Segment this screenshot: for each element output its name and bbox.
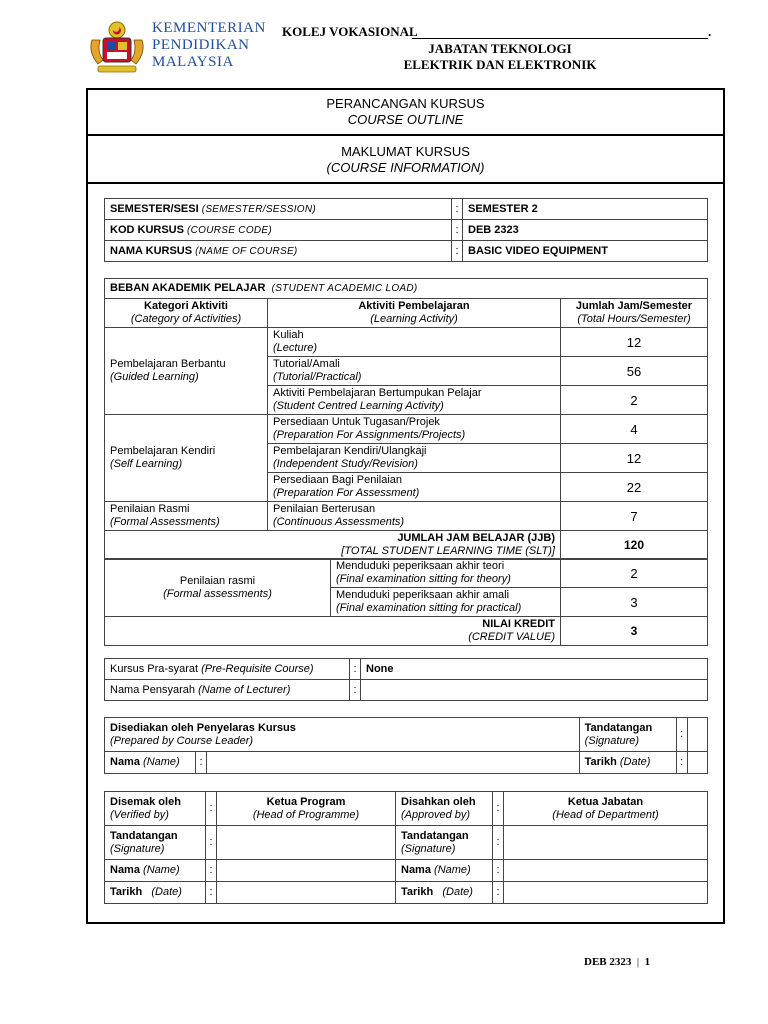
final-exam-table [104, 558, 708, 646]
prepared-label-en: (Prepared by Course Leader) [110, 734, 254, 747]
approved-date-label-en: (Date) [442, 886, 473, 898]
semester-value: SEMESTER 2 [463, 199, 708, 220]
indep-label: Pembelajaran Kendiri/Ulangkaji [273, 445, 427, 457]
colon: : [350, 659, 361, 680]
cont-label-en: (Continuous Assessments) [273, 516, 405, 528]
table-row [105, 826, 708, 860]
prepared-by-table [104, 717, 708, 774]
lecture-hours: 12 [561, 328, 708, 357]
course-code-value: DEB 2323 [463, 220, 708, 241]
prepared-name-label: Nama [110, 756, 140, 768]
colon: : [493, 826, 504, 860]
indep-label-en: (Independent Study/Revision) [273, 458, 418, 470]
prepared-date-field[interactable] [687, 752, 707, 774]
formal2-label-en: (Formal assessments) [163, 587, 272, 600]
lecturer-label: Nama Pensyarah [110, 683, 195, 696]
table-row [105, 279, 708, 299]
info-title: MAKLUMAT KURSUS [341, 144, 470, 159]
course-name-value: BASIC VIDEO EQUIPMENT [463, 241, 708, 262]
course-code-label: KOD KURSUS [110, 223, 184, 236]
prep-assign-label-en: (Preparation For Assignments/Projects) [273, 429, 466, 441]
tutorial-hours: 56 [561, 357, 708, 386]
verified-name-label-en: (Name) [143, 864, 180, 876]
lecturer-value[interactable] [361, 680, 708, 701]
table-row [105, 792, 708, 826]
table-row [105, 752, 708, 774]
page-footer [584, 956, 650, 968]
head-dept-label: Ketua Jabatan [567, 795, 644, 808]
prepared-name-field[interactable] [207, 752, 580, 774]
prepared-date-label: Tarikh [584, 756, 617, 768]
verified-name-label: Nama [110, 864, 140, 876]
lecture-label-en: (Lecture) [273, 342, 318, 354]
tutorial-label: Tutorial/Amali [273, 358, 340, 370]
approved-name-label: Nama [401, 864, 431, 876]
page-title: PERANCANGAN KURSUS [326, 96, 485, 111]
prepared-label: Disediakan oleh Penyelaras Kursus [110, 721, 296, 734]
table-row [105, 299, 708, 328]
college-name-blank [412, 38, 708, 39]
head-prog-label-en: (Head of Programme) [252, 808, 360, 821]
col-category-en: (Category of Activities) [130, 313, 242, 325]
colon: : [493, 860, 504, 882]
credit-label-en: (CREDIT VALUE) [468, 631, 555, 643]
final-theory-label: Menduduki peperiksaan akhir teori [336, 560, 505, 572]
table-row [105, 680, 708, 701]
prereq-label-en: (Pre-Requisite Course) [201, 662, 314, 675]
colon: : [206, 826, 217, 860]
table-row [105, 241, 708, 262]
prereq-label: Kursus Pra-syarat [110, 662, 199, 675]
course-name-label: NAMA KURSUS [110, 244, 193, 257]
prepared-name-label-en: (Name) [143, 756, 180, 768]
ministry-name [152, 20, 266, 71]
colon: : [196, 752, 207, 774]
tutorial-label-en: (Tutorial/Practical) [273, 371, 362, 383]
course-info-table [104, 198, 708, 262]
prep-assign-hours: 4 [561, 415, 708, 444]
prepared-date-label-en: (Date) [619, 756, 651, 768]
colon: : [206, 792, 217, 826]
lecture-label: Kuliah [273, 329, 304, 341]
prepared-signature-field[interactable] [687, 718, 707, 752]
self-label-en: (Self Learning) [110, 458, 183, 470]
load-title: BEBAN AKADEMIK PELAJAR [110, 282, 266, 294]
info-section-title [86, 136, 725, 184]
prep-assess-hours: 22 [561, 473, 708, 502]
semester-label-en: (SEMESTER/SESSION) [201, 203, 317, 215]
col-activity-en: (Learning Activity) [370, 313, 458, 325]
colon: : [452, 220, 463, 241]
col-category: Kategori Aktiviti [144, 300, 228, 312]
prepared-sig-label: Tandatangan [584, 721, 653, 734]
course-code-label-en: (COURSE CODE) [187, 224, 273, 236]
approved-signature-field[interactable] [504, 826, 708, 860]
table-row [105, 559, 708, 588]
colon: : [206, 860, 217, 882]
colon: : [676, 752, 687, 774]
load-title-en: (STUDENT ACADEMIC LOAD) [271, 283, 418, 294]
verified-signature-field[interactable] [217, 826, 396, 860]
table-row [105, 328, 708, 357]
final-prac-label: Menduduki peperiksaan akhir amali [336, 589, 510, 601]
colon: : [493, 882, 504, 904]
jjb-label-en: [TOTAL STUDENT LEARNING TIME (SLT)] [341, 545, 555, 557]
colon: : [452, 199, 463, 220]
colon: : [676, 718, 687, 752]
table-row [105, 718, 708, 752]
approval-table [104, 791, 708, 904]
jjb-label: JUMLAH JAM BELAJAR (JJB) [397, 532, 555, 544]
scl-label-en: (Student Centred Learning Activity) [273, 400, 444, 412]
table-row [105, 882, 708, 904]
table-row [105, 659, 708, 680]
footer-course-code: DEB 2323 [584, 956, 632, 968]
approved-name-label-en: (Name) [434, 864, 471, 876]
approved-name-field[interactable] [504, 860, 708, 882]
verified-sig-label: Tandatangan [110, 829, 178, 842]
formal-label-en: (Formal Assessments) [110, 516, 220, 528]
jjb-hours: 120 [561, 531, 708, 560]
col-hours: Jumlah Jam/Semester [575, 300, 693, 312]
page-title-en: COURSE OUTLINE [347, 112, 464, 127]
approved-sig-label: Tandatangan [401, 829, 469, 842]
prep-assess-label-en: (Preparation For Assessment) [273, 487, 420, 499]
verified-sig-label-en: (Signature) [110, 842, 165, 855]
indep-hours: 12 [561, 444, 708, 473]
final-theory-label-en: (Final examination sitting for theory) [336, 573, 511, 585]
verified-date-field[interactable] [217, 882, 396, 904]
prepared-sig-label-en: (Signature) [584, 734, 640, 747]
table-row [105, 199, 708, 220]
table-row [105, 860, 708, 882]
approved-sig-label-en: (Signature) [401, 842, 456, 855]
college-dot: . [708, 24, 712, 39]
info-title-en: (COURSE INFORMATION) [326, 160, 485, 175]
page-number: 1 [644, 956, 651, 968]
final-prac-hours: 3 [561, 588, 708, 617]
lecturer-label-en: (Name of Lecturer) [198, 683, 291, 696]
title-section [86, 88, 725, 136]
col-activity: Aktiviti Pembelajaran [358, 300, 470, 312]
colon: : [206, 882, 217, 904]
colon: : [493, 792, 504, 826]
guided-label: Pembelajaran Berbantu [110, 358, 226, 370]
table-row [105, 415, 708, 444]
department-line-1: JABATAN TEKNOLOGI [428, 41, 572, 56]
verified-label: Disemak oleh [110, 795, 181, 808]
col-hours-en: (Total Hours/Semester) [577, 313, 691, 325]
ministry-line-2: PENDIDIKAN [152, 37, 250, 53]
colon: : [452, 241, 463, 262]
formal2-label: Penilaian rasmi [179, 574, 256, 587]
scl-label: Aktiviti Pembelajaran Bertumpukan Pelajar [273, 387, 482, 399]
semester-label: SEMESTER/SESI [110, 202, 199, 215]
verified-date-label: Tarikh [110, 886, 143, 898]
ministry-line-3: MALAYSIA [152, 54, 234, 70]
scl-hours: 2 [561, 386, 708, 415]
prep-assess-label: Persediaan Bagi Penilaian [273, 474, 403, 486]
final-theory-hours: 2 [561, 559, 708, 588]
approved-date-label: Tarikh [401, 886, 434, 898]
table-row [105, 617, 708, 646]
verified-name-field[interactable] [217, 860, 396, 882]
table-row [105, 220, 708, 241]
approved-date-field[interactable] [504, 882, 708, 904]
footer-separator: | [636, 956, 640, 968]
approved-label-en: (Approved by) [401, 808, 471, 821]
course-name-label-en: (NAME OF COURSE) [195, 245, 298, 257]
credit-value: 3 [561, 617, 708, 646]
final-prac-label-en: (Final examination sitting for practical) [336, 602, 522, 614]
verified-date-label-en: (Date) [151, 886, 182, 898]
head-prog-label: Ketua Program [266, 795, 346, 808]
cont-hours: 7 [561, 502, 708, 531]
department-line-2: ELEKTRIK DAN ELEKTRONIK [403, 57, 597, 72]
prep-assign-label: Persediaan Untuk Tugasan/Projek [273, 416, 440, 428]
cont-label: Penilaian Berterusan [273, 503, 376, 515]
table-row [105, 502, 708, 531]
academic-load-table [104, 278, 708, 560]
table-row [105, 531, 708, 560]
prereq-table [104, 658, 708, 701]
ministry-line-1: KEMENTERIAN [152, 20, 266, 36]
approved-label: Disahkan oleh [401, 795, 476, 808]
college-label: KOLEJ VOKASIONAL [282, 24, 418, 39]
verified-label-en: (Verified by) [110, 808, 169, 821]
credit-label: NILAI KREDIT [482, 618, 555, 630]
guided-label-en: (Guided Learning) [110, 371, 199, 383]
head-dept-label-en: (Head of Department) [552, 808, 659, 821]
ministry-crest-icon [86, 16, 148, 78]
self-label: Pembelajaran Kendiri [110, 445, 216, 457]
colon: : [350, 680, 361, 701]
prereq-value: None [361, 659, 708, 680]
formal-label: Penilaian Rasmi [110, 503, 190, 515]
